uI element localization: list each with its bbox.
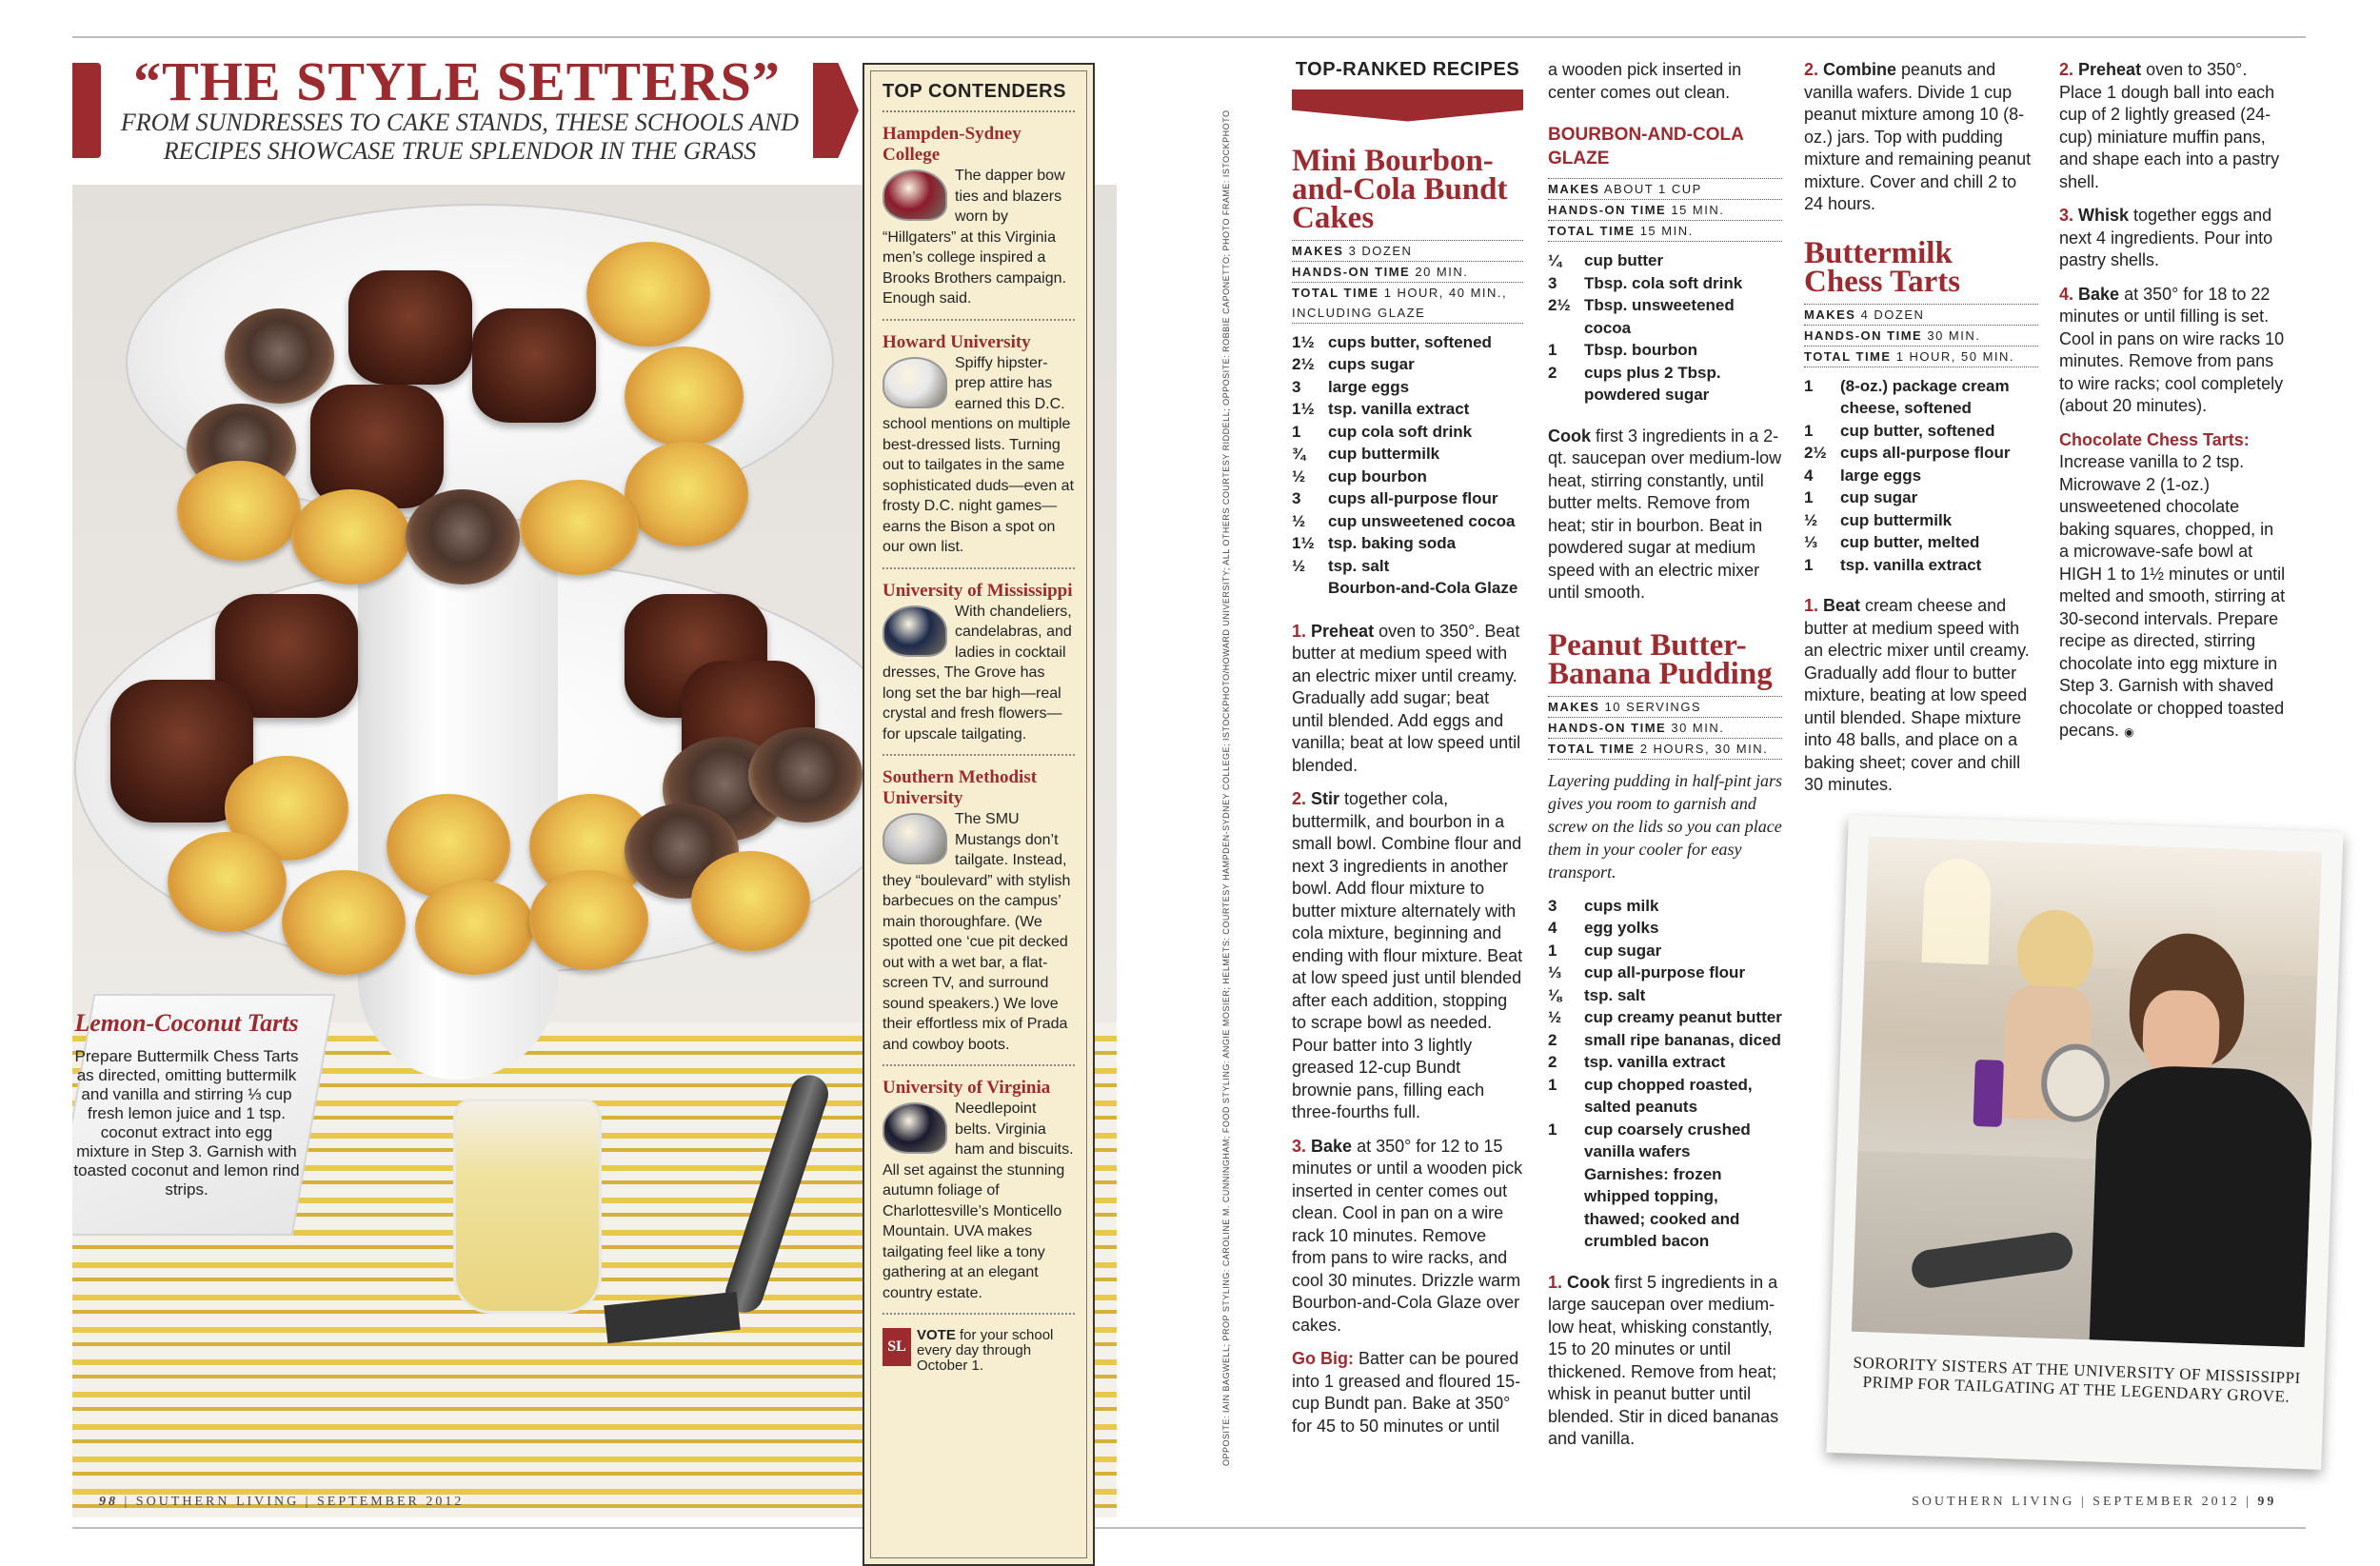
recipe-step (1548, 1272, 1782, 1451)
tart (177, 461, 301, 561)
tart (282, 870, 406, 975)
ingredient-name: tsp. salt (1328, 556, 1390, 575)
ingredient-row (1804, 531, 2038, 554)
step-number: 2. (2059, 60, 2074, 79)
ingredient-qty: 1 (1804, 555, 1814, 574)
ingredient-row (1548, 895, 1782, 918)
ingredient-name: small ripe bananas, diced (1584, 1030, 1781, 1049)
ingredient-row (1548, 1006, 1782, 1029)
ingredient-row (1292, 555, 1523, 578)
ingredient-qty: ¼ (1548, 251, 1562, 269)
chess-steps (2059, 59, 2288, 418)
step-text: together eggs and next 4 ingredients. Pour into pastry shells. (2059, 206, 2273, 269)
ingredient-row (1548, 294, 1782, 339)
step-number: 3. (1292, 1136, 1307, 1156)
tart (586, 242, 710, 347)
pudding-makes: MAKES 10 SERVINGS (1548, 696, 1782, 717)
ingredient-qty: 2 (1548, 1053, 1557, 1071)
bundt-hands-on: HANDS-ON TIME 20 MIN. (1292, 261, 1523, 282)
contender-text: Needlepoint belts. Virginia ham and biscuits. All set against the stunning autumn foliage of Charlottesville’s Monticello Mountain. UVA makes tailgating feel like a tony gathering at an elegant country estate. (883, 1100, 1074, 1301)
ingredient-row (1804, 486, 2038, 509)
ingredient-row (1292, 466, 1523, 488)
contender-name: Southern Methodist University (883, 767, 1038, 808)
chess-total: TOTAL TIME 1 HOUR, 50 MIN. (1804, 346, 2038, 367)
ingredient-qty: 1 (1804, 421, 1814, 440)
ingredient-row (1804, 442, 2038, 465)
chess-step-1 (1804, 595, 2038, 797)
ingredient-name: cups all-purpose flour (1328, 489, 1498, 507)
ingredient-name: cup butter, melted (1840, 533, 1980, 551)
glaze-hands-on: HANDS-ON TIME 15 MIN. (1548, 199, 1782, 220)
step-text: at 350° for 18 to 22 minutes or until filling is set. Cool in pans on wire racks 10 minutes. Remove from pans to wire racks; cool completely (about 20 minutes). (2059, 284, 2285, 415)
step-lead: Preheat (2078, 60, 2142, 79)
ingredient-name: Tbsp. bourbon (1584, 341, 1697, 359)
ingredient-name: large eggs (1840, 466, 1922, 485)
folio-left-text: | SOUTHERN LIVING | SEPTEMBER 2012 (124, 1495, 465, 1509)
ingredient-row (1548, 1051, 1782, 1074)
ingredient-qty (1548, 1163, 1584, 1253)
folio-right (1912, 1495, 2276, 1510)
tart (168, 832, 287, 932)
ingredient-row (1548, 249, 1782, 272)
bottom-rule (72, 1527, 2306, 1529)
step-text: cream cheese and butter at medium speed with an electric mixer until creamy. Gradually add flour to butter mixture, beating at low speed until blended. Shape mixture into 48 balls, and place on a baking sheet; cover and chill 30 minutes. (1804, 596, 2030, 794)
football-helmet-icon (883, 169, 947, 221)
recipe-step (1804, 595, 2038, 797)
ingredient-name: Bourbon-and-Cola Glaze (1328, 579, 1518, 597)
ingredient-row (1548, 1074, 1782, 1119)
ingredient-name: cup butter, softened (1840, 421, 1995, 440)
ingredient-name: cup coarsely crushed vanilla wafers (1584, 1120, 1751, 1160)
photo-credits: OPPOSITE: IAIN BAGWELL; PROP STYLING: CAROLINE M. CUNNINGHAM; FOOD STYLING: ANGIE MOSIER; HELMETS: COURTESY HAMPDEN-SYDNEY COLLEGE; ISTOCKPHOTO/HOWARD UNIVERSITY; ALL OTHERS COURTESY RIDDELL; OPPOSITE: ROBBIE CAPONETTO; PHOTO FRAME: ISTOCKPHOTO (1221, 109, 1231, 1466)
ingredient-qty: 4 (1804, 466, 1814, 485)
pudding-step-2 (1804, 59, 2038, 216)
ingredient-row (1548, 339, 1782, 362)
ingredient-qty: 1½ (1292, 534, 1315, 552)
tart (529, 870, 648, 970)
step-text: at 350° for 12 to 15 minutes or until a wooden pick inserted in center comes out clean. Cool in pan on a wire rack 10 minutes. Remove from pans to wire racks, and cool 30 minutes. Drizzle warm Bourbon-and-Cola Glaze over cakes. (1292, 1136, 1523, 1335)
photo-caption: SORORITY SISTERS AT THE UNIVERSITY OF MISSISSIPPI PRIMP FOR TAILGATING AT THE LEGENDARY GROVE. (1853, 1353, 2302, 1406)
top-ranked-banner-title: TOP-RANKED RECIPES (1295, 59, 1520, 80)
step-lead: Stir (1311, 789, 1340, 808)
bundt-title: Mini Bourbon-and-Cola Bundt Cakes (1292, 143, 1508, 235)
football-helmet-icon (883, 813, 947, 864)
glaze-title: BOURBON-AND-COLA GLAZE (1548, 125, 1744, 168)
ingredient-row (1292, 443, 1523, 466)
ingredient-qty: ½ (1292, 556, 1306, 575)
ingredient-qty: ½ (1804, 510, 1818, 529)
pudding-jar (453, 1099, 602, 1314)
step-number: 2. (1292, 789, 1307, 808)
step-lead: Beat (1823, 596, 1861, 615)
contender-name: University of Mississippi (883, 580, 1073, 601)
contender-text: With chandeliers, candelabras, and ladies in cocktail dresses, The Grove has long set the bar high—real crystal and fresh flowers—for upscale tailgating. (883, 603, 1072, 743)
ingredient-name: cup bourbon (1328, 466, 1427, 486)
contender-item (883, 1078, 1075, 1315)
tart (415, 880, 534, 975)
ingredient-qty: 3 (1292, 377, 1301, 396)
ingredient-qty: ⅓ (1804, 533, 1818, 551)
callout-body: Prepare Buttermilk Chess Tarts as directed, omitting buttermilk and vanilla and stirring ⅓ cup fresh lemon juice and 1 tsp. coconut extract into egg mixture in Step 3. Garnish with toasted coconut and lemon rind strips. (73, 1047, 300, 1199)
ingredient-qty: 1 (1292, 422, 1301, 441)
pudding-ingredients (1548, 895, 1782, 1253)
football-helmet-icon (883, 357, 947, 408)
ingredient-name: Garnishes: frozen whipped topping, thawed; cooked and crumbled bacon (1584, 1164, 1740, 1250)
tart (291, 489, 410, 585)
ingredient-name: cup creamy peanut butter (1584, 1008, 1782, 1026)
ingredient-name: egg yolks (1584, 919, 1659, 937)
chess-makes: MAKES 4 DOZEN (1804, 304, 2038, 325)
step-number: 4. (2059, 284, 2074, 304)
ingredient-row (1804, 420, 2038, 443)
tart (225, 308, 334, 404)
step-lead: Cook (1567, 1272, 1611, 1292)
southern-living-logo: SL (883, 1328, 911, 1366)
ingredient-qty: 3 (1548, 896, 1557, 915)
step-lead: Whisk (2078, 206, 2130, 225)
ingredient-row (1548, 961, 1782, 984)
folio-right-text: SOUTHERN LIVING | SEPTEMBER 2012 | (1912, 1495, 2251, 1509)
bundt-ingredients (1292, 331, 1523, 600)
contender-body (883, 602, 1075, 745)
step-text: oven to 350°. Beat butter at medium speed with an electric mixer until creamy. Gradually add sugar; beat until blended. Add eggs and vanilla; beat at low speed until blended. (1292, 621, 1521, 775)
page-subhead: FROM SUNDRESSES TO CAKE STANDS, THESE SCHOOLS AND RECIPES SHOWCASE TRUE SPLENDOR IN THE GRASS (120, 109, 800, 165)
ingredient-qty: 2½ (1804, 444, 1827, 462)
football-helmet-icon (883, 605, 947, 657)
ingredient-qty: 1½ (1292, 400, 1315, 418)
step-number: 2. (1804, 60, 1819, 79)
lemon-coconut-callout (72, 1011, 301, 1199)
page-headline: “THE STYLE SETTERS” (133, 50, 781, 112)
ingredient-qty: 1 (1548, 941, 1557, 960)
recipe-step (1292, 621, 1523, 778)
contender-name: Hampden-Sydney College (883, 124, 1021, 165)
chess-hands-on: HANDS-ON TIME 30 MIN. (1804, 325, 2038, 346)
ingredient-name: Tbsp. cola soft drink (1584, 273, 1743, 292)
bundt-cake (310, 385, 444, 508)
ingredient-row (1292, 376, 1523, 399)
recipe-step (1804, 59, 2038, 216)
page-number-left: 98 (99, 1495, 118, 1509)
step-number: 1. (1548, 1272, 1563, 1292)
ingredient-name: cup butter (1584, 251, 1664, 269)
step-lead: Preheat (1311, 621, 1375, 641)
ingredient-qty: 1½ (1292, 332, 1315, 351)
step-text: peanuts and vanilla wafers. Divide 1 cup peanut mixture among 10 (8-oz.) jars. Top with pudding mixture and remaining peanut mixture. Cover and chill 2 to 24 hours. (1804, 60, 2032, 213)
bundt-total: TOTAL TIME 1 HOUR, 40 MIN., INCLUDING GLAZE (1292, 282, 1523, 324)
ingredient-row (1292, 510, 1523, 533)
end-mark-icon: ◉ (2124, 725, 2134, 739)
ingredient-qty: 1 (1804, 488, 1814, 506)
ingredient-qty: ½ (1548, 1008, 1562, 1026)
ingredient-name: tsp. vanilla extract (1840, 555, 1982, 574)
tart (625, 347, 744, 446)
step-text: together cola, buttermilk, and bourbon in a small bowl. Combine flour and next 3 ingredients in another bowl. Add flour mixture to butter mixture alternately with cola mixture, beginning and ending with flour mixture. Beat at low speed just until blended after each addition, stopping to scrape bowl as needed. Pour batter into 3 lightly greased 12-cup Bundt brownie pans, filling each three-fourths full. (1292, 789, 1523, 1121)
contender-text: The SMU Mustangs don’t tailgate. Instead, they “boulevard” with stylish barbecues on the campus’ main thoroughfare. (We spotted one ‘cue pit decked out with a wet bar, a flat-screen TV, and surround sound speakers.) We love their effortless mix of Prada and cowboy boots. (883, 811, 1071, 1053)
ingredient-qty (1292, 577, 1328, 600)
ingredient-row (1548, 1119, 1782, 1163)
tart (625, 442, 748, 546)
chess-ingredients (1804, 375, 2038, 577)
ingredient-row (1804, 554, 2038, 577)
contender-text: Spiffy hipster-prep attire has earned this D.C. school mentions on multiple best-dressed lists. Turning out to tailgates in the same sophisticated duds—even at frosty D.C. night games—earns the Bison a spot on our own list. (883, 354, 1075, 555)
ingredient-qty: 1 (1548, 341, 1557, 359)
bundt-steps (1292, 621, 1523, 1338)
bundt-cake (348, 270, 472, 385)
ingredient-row (1804, 509, 2038, 532)
bundt-cake (472, 308, 596, 423)
vote-note (883, 1328, 1075, 1374)
ingredient-row (1548, 272, 1782, 295)
folio-left (99, 1495, 464, 1510)
tart (748, 727, 863, 823)
football-helmet-icon (883, 1102, 947, 1154)
ingredient-qty: 1 (1548, 1120, 1557, 1139)
contender-body (883, 166, 1075, 309)
contender-text: The dapper bow ties and blazers worn by “Hillgaters” at this Virginia men’s college inspired a Brooks Brothers campaign. Enough said. (883, 168, 1066, 307)
contender-name: Howard University (883, 331, 1031, 352)
vote-bold: VOTE (917, 1327, 956, 1343)
step-number: 3. (2059, 206, 2074, 225)
ingredient-qty: 2 (1548, 363, 1557, 382)
contender-item (883, 767, 1075, 1066)
recipe-step (2059, 284, 2288, 418)
step-lead: Combine (1823, 60, 1897, 79)
ingredient-qty: 3 (1292, 489, 1301, 507)
contender-body (883, 809, 1075, 1055)
bundt-makes: MAKES 3 DOZEN (1292, 240, 1523, 261)
ingredient-row (1548, 1029, 1782, 1052)
ingredient-row (1548, 1163, 1782, 1253)
ingredient-qty: ½ (1292, 511, 1306, 530)
top-ranked-banner (1292, 89, 1523, 122)
ingredient-name: cup chopped roasted, salted peanuts (1584, 1075, 1753, 1116)
sorority-photo (1852, 837, 2322, 1347)
ingredient-row (1292, 577, 1523, 600)
ingredient-name: large eggs (1328, 377, 1410, 396)
recipe-step (1292, 788, 1523, 1124)
ingredient-qty: 1 (1804, 376, 1814, 395)
ingredient-row (1292, 353, 1523, 376)
vote-text: for your school every day through October 1. (917, 1327, 1054, 1374)
ingredient-name: cup all-purpose flour (1584, 963, 1746, 981)
contender-item (883, 581, 1075, 757)
tart (691, 851, 810, 951)
ingredient-name: cup cola soft drink (1328, 422, 1473, 441)
contender-name: University of Virginia (883, 1078, 1051, 1098)
step-lead: Bake (2078, 284, 2120, 304)
pudding-note: Layering pudding in half-pint jars gives you room to garnish and screw on the lids so you can place them in your cooler for easy transport. (1548, 770, 1783, 882)
ingredient-name: cup unsweetened cocoa (1328, 511, 1516, 530)
step-text: first 5 ingredients in a large saucepan over medium-low heat, whisking constantly, 15 to 20 minutes or until thickened. Remove from heat; whisk in peanut butter until blended. Stir in diced bananas and vanilla. (1548, 1272, 1779, 1448)
ingredient-name: cup sugar (1840, 488, 1918, 506)
ingredient-qty: 3 (1548, 273, 1557, 292)
column-4 (2059, 59, 2288, 756)
ingredient-qty: ½ (1292, 466, 1306, 486)
ingredient-name: tsp. baking soda (1328, 534, 1457, 552)
ingredient-name: tsp. vanilla extract (1584, 1053, 1726, 1071)
step-number: 1. (1292, 621, 1307, 641)
contender-body (883, 1099, 1075, 1303)
tart (520, 480, 639, 575)
sidebar-title: TOP CONTENDERS (883, 81, 1075, 112)
ingredient-name: cups plus 2 Tbsp. powdered sugar (1584, 363, 1721, 404)
ingredient-qty: 2½ (1548, 296, 1571, 314)
ingredient-name: cups sugar (1328, 355, 1415, 373)
ingredient-qty: 2 (1548, 1030, 1557, 1049)
recipe-step (2059, 205, 2288, 272)
ingredient-row (1292, 331, 1523, 354)
step-lead: Bake (1311, 1136, 1353, 1156)
ingredient-row (1804, 465, 2038, 487)
ingredient-qty: ¾ (1292, 445, 1306, 463)
ingredient-row (1292, 398, 1523, 421)
glaze-total: TOTAL TIME 15 MIN. (1548, 220, 1782, 242)
step-text: oven to 350°. Place 1 dough ball into each cup of 2 lightly greased (24-cup) miniature muffin pans, and shape each into a pastry shell. (2059, 60, 2280, 191)
page-number-right: 99 (2257, 1495, 2277, 1509)
top-contenders-sidebar (863, 63, 1095, 1566)
ingredient-row (1292, 487, 1523, 510)
pudding-hands-on: HANDS-ON TIME 30 MIN. (1548, 717, 1782, 738)
ingredient-name: cup sugar (1584, 941, 1662, 960)
ingredient-name: tsp. salt (1584, 985, 1646, 1004)
recipe-step (1292, 1136, 1523, 1338)
chocolate-chess-variation: Chocolate Chess Tarts: Increase vanilla to 2 tsp. Microwave 2 (1-oz.) unsweetened chocolate baking squares, chopped, in a microwave-safe bowl at HIGH 1 to 1½ minutes or until melted and smooth, stirring at 30-second intervals. Prepare recipe as directed, stirring chocolate into egg mixture in Step 3. Garnish with shaved chocolate or chopped toasted pecans. ◉ (2059, 429, 2286, 740)
pudding-total: TOTAL TIME 2 HOURS, 30 MIN. (1548, 738, 1782, 760)
ingredient-name: (8-oz.) package cream cheese, softened (1840, 376, 2010, 417)
column-1 (1292, 59, 1523, 1437)
ingredient-name: cups milk (1584, 896, 1659, 915)
ingredient-qty: 4 (1548, 919, 1557, 937)
go-big-note: Go Big: Batter can be poured into 1 greased and floured 15-cup Bundt pan. Bake at 350° for 45 to 50 minutes or until (1292, 1349, 1521, 1436)
ingredient-row (1292, 421, 1523, 444)
ingredient-row (1548, 362, 1782, 406)
ingredient-row (1292, 532, 1523, 555)
bundt-continued: a wooden pick inserted in center comes out clean. (1548, 60, 1742, 102)
ingredient-name: cups butter, softened (1328, 332, 1492, 351)
top-rule (72, 36, 2306, 38)
ingredient-row (1548, 940, 1782, 962)
glaze-step: Cook first 3 ingredients in a 2-qt. saucepan over medium-low heat, stirring constantly, until butter melts. Remove from heat; stir in bourbon. Beat in powdered sugar at medium speed with an electric mixer until smooth. (1548, 426, 1782, 602)
ingredient-row (1548, 917, 1782, 940)
ingredient-qty: ⅓ (1548, 963, 1562, 981)
ingredient-qty: 2½ (1292, 355, 1315, 373)
contender-item (883, 124, 1075, 321)
pudding-title: Peanut Butter-Banana Pudding (1548, 627, 1773, 691)
ingredient-row (1804, 375, 2038, 420)
column-2 (1548, 59, 1782, 1462)
ingredient-qty: 1 (1548, 1075, 1557, 1094)
tart (406, 489, 520, 585)
chess-title: Buttermilk Chess Tarts (1804, 235, 1961, 299)
step-number: 1. (1804, 596, 1819, 615)
ingredient-name: Tbsp. unsweetened cocoa (1584, 296, 1735, 337)
ingredient-row (1548, 984, 1782, 1007)
ingredient-qty: ⅛ (1548, 985, 1562, 1004)
ingredient-name: cups all-purpose flour (1840, 444, 2011, 462)
pudding-step-1 (1548, 1272, 1782, 1451)
glaze-makes: MAKES ABOUT 1 CUP (1548, 178, 1782, 199)
contender-item (883, 332, 1075, 569)
grove-polaroid (1826, 815, 2343, 1470)
glaze-ingredients (1548, 249, 1782, 406)
contender-body (883, 353, 1075, 558)
callout-title: Lemon-Coconut Tarts (74, 1009, 299, 1037)
ingredient-name: cup buttermilk (1840, 510, 1953, 529)
column-3 (1804, 59, 2038, 808)
ingredient-name: cup buttermilk (1328, 445, 1440, 463)
ingredient-name: tsp. vanilla extract (1328, 400, 1470, 418)
headline-left-tab (72, 63, 101, 158)
recipe-step (2059, 59, 2288, 193)
headline-arrow-tab (813, 63, 859, 158)
